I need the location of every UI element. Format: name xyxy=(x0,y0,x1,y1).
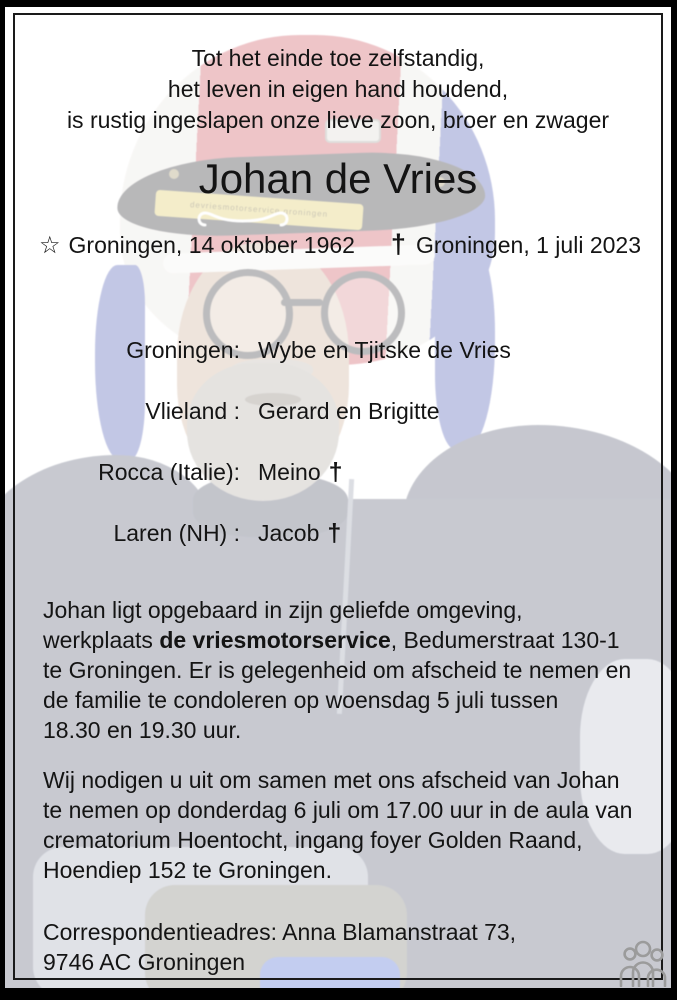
intro-line: Tot het einde toe zelfstandig, xyxy=(191,45,485,71)
paragraph-line: 9746 AC Groningen xyxy=(43,949,246,975)
paragraph-line: Johan ligt opgebaard in zijn geliefde omgeving, xyxy=(43,597,523,623)
paragraph-line: Wij nodigen u uit om samen met ons afscheid van Johan xyxy=(43,767,620,793)
family-names: Gerard en Brigitte xyxy=(258,398,440,424)
birth-star-icon: ☆ xyxy=(39,231,61,259)
birth-text: Groningen, 14 oktober 1962 xyxy=(68,232,355,258)
correspondence-address xyxy=(43,917,651,977)
family-place: Rocca (Italie): xyxy=(98,459,240,485)
family-row xyxy=(43,520,641,546)
paragraph-line: te Groningen. Er is gelegenheid om afscheid te nemen en xyxy=(43,657,632,683)
deceased-name: Johan de Vries xyxy=(198,155,478,202)
intro-line: is rustig ingeslapen onze lieve zoon, broer en zwager xyxy=(66,107,610,133)
deceased-cross-icon: † xyxy=(327,519,342,547)
obituary-text xyxy=(5,7,671,988)
family-names: Wybe en Tjitske de Vries xyxy=(258,337,511,363)
birth-death-line xyxy=(5,229,671,260)
funeral-paragraph xyxy=(43,765,651,885)
family-place: Groningen: xyxy=(126,337,240,363)
death-text: Groningen, 1 juli 2023 xyxy=(415,232,641,258)
death-entry xyxy=(391,229,641,260)
family-list xyxy=(43,337,641,581)
family-names: Meino † xyxy=(258,458,343,486)
birth-entry xyxy=(39,230,355,260)
family-row xyxy=(43,459,641,485)
paragraph-line: crematorium Hoentocht, ingang foyer Golden Raand, xyxy=(43,827,583,853)
helmet-band: devriesmotorservice groningen xyxy=(154,190,363,230)
three-people-icon xyxy=(618,940,668,987)
intro-verse xyxy=(5,43,671,136)
family-row xyxy=(43,337,641,363)
paragraph-line: Correspondentieadres: Anna Blamanstraat 73, xyxy=(43,919,517,945)
paragraph-line: te nemen op donderdag 6 juli om 17.00 uur in de aula van xyxy=(43,797,633,823)
paragraph-line: Hoendiep 152 te Groningen. xyxy=(43,857,332,883)
paragraph-line: de familie te condoleren op woensdag 5 juli tussen xyxy=(43,687,559,713)
family-place: Vlieland : xyxy=(145,398,240,424)
intro-line: het leven in eigen hand houdend, xyxy=(167,76,509,102)
family-row xyxy=(43,398,641,424)
death-cross-icon: † xyxy=(390,229,406,259)
paragraph-line: werkplaats de vriesmotorservice, Bedumerstraat 130-1 xyxy=(43,627,620,653)
paragraph-line: 18.30 en 19.30 uur. xyxy=(43,717,242,743)
deceased-cross-icon: † xyxy=(328,458,343,486)
obituary-card xyxy=(5,7,671,988)
family-place: Laren (NH) : xyxy=(113,520,240,546)
workshop-name: de vriesmotorservice xyxy=(159,627,391,653)
family-names: Jacob † xyxy=(258,519,342,547)
viewing-paragraph xyxy=(43,595,651,745)
